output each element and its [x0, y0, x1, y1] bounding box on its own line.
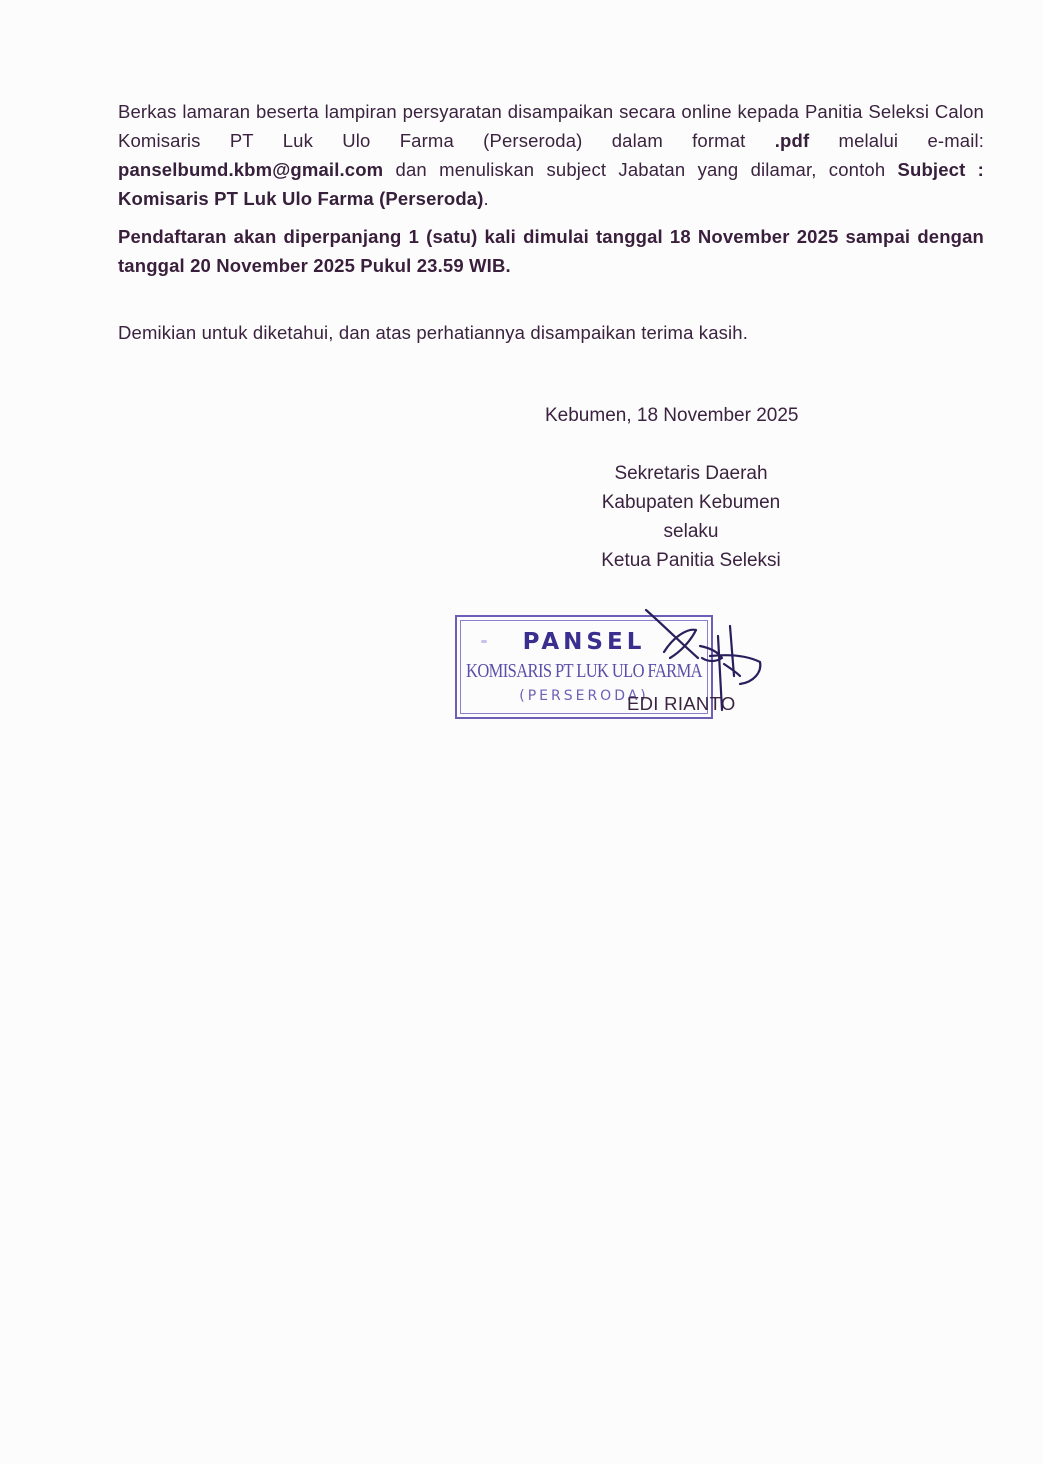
stamp-title: PANSEL — [522, 629, 646, 655]
title-line-1: Sekretaris Daerah — [614, 463, 768, 484]
place-date: Kebumen, 18 November 2025 — [545, 405, 799, 426]
p1-text-2: melalui e-mail: — [809, 130, 985, 151]
title-line-3: selaku — [663, 521, 719, 542]
email-address: panselbumd.kbm@gmail.com — [118, 159, 384, 180]
paragraph-closing: Demikian untuk diketahui, dan atas perhatiannya disampaikan terima kasih. — [118, 322, 749, 343]
paragraph-registration-extension: Pendaftaran akan diperpanjang 1 (satu) kali dimulai tanggal 18 November 2025 sampai dengan tanggal 20 November 2025 Pukul 23.59 WIB. — [118, 226, 984, 276]
signer-name: EDI RIANTO — [627, 693, 736, 714]
stamp-entity: (PERSERODA) — [519, 688, 649, 704]
paragraph-submission-instructions — [118, 97, 984, 213]
p1-text-3: dan menuliskan subject Jabatan yang dilamar, contoh — [383, 159, 898, 180]
subject-example: Subject : Komisaris PT Luk Ulo Farma (Perseroda) — [118, 159, 984, 209]
stamp-subtitle: KOMISARIS PT LUK ULO FARMA — [466, 659, 702, 682]
title-line-4: Ketua Panitia Seleksi — [601, 550, 781, 571]
signatory-title — [560, 459, 822, 575]
p1-text-1: Berkas lamaran beserta lampiran persyaratan disampaikan secara online kepada Panitia Seleksi Calon Komisaris PT Luk Ulo Farma (Perseroda) dalam format — [118, 101, 984, 151]
pdf-format: .pdf — [774, 130, 810, 151]
p1-end: . — [483, 188, 489, 209]
title-line-2: Kabupaten Kebumen — [601, 492, 781, 513]
handwritten-signature — [640, 606, 770, 716]
